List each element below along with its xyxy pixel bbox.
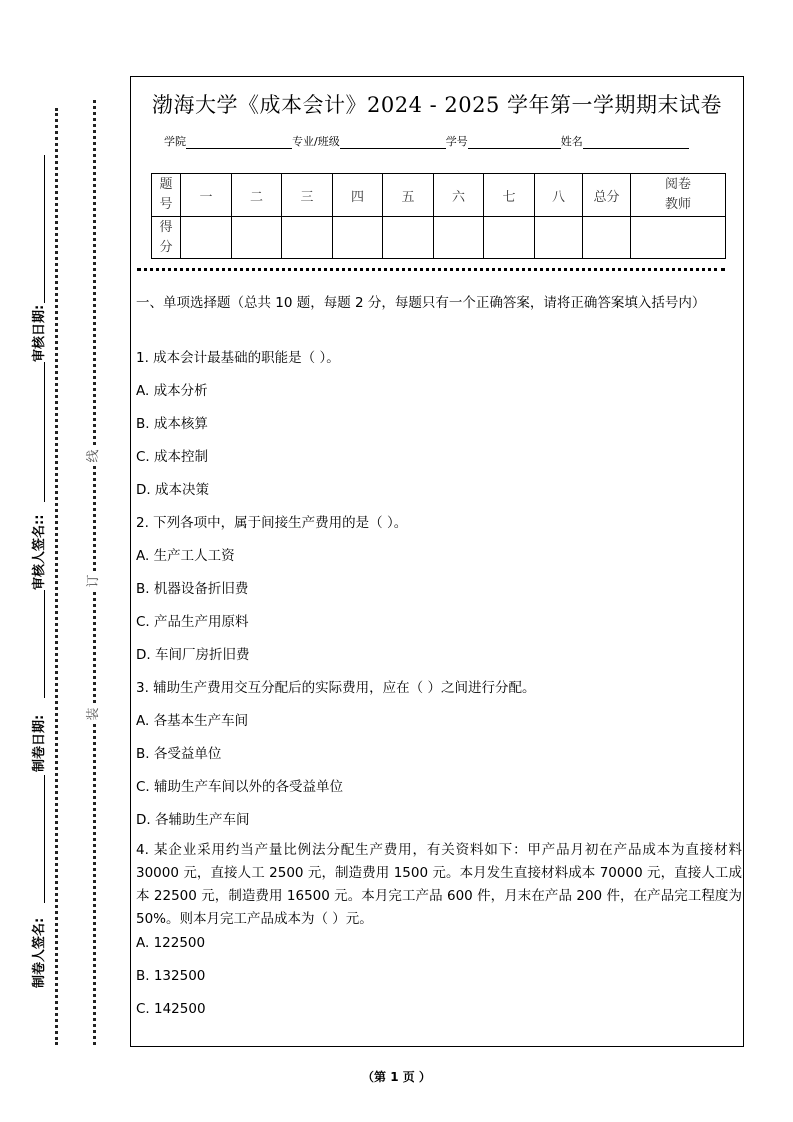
question-1-option-d: D. 成本决策 — [136, 482, 209, 498]
score-cell-1[interactable] — [181, 217, 232, 259]
major-class-label: 专业/班级 — [292, 135, 340, 148]
score-cell-8[interactable] — [535, 217, 583, 259]
major-class-field[interactable] — [340, 136, 446, 149]
question-3-option-d: D. 各辅助生产车间 — [136, 812, 250, 828]
question-4-option-c: C. 142500 — [136, 1001, 206, 1017]
score-cell-3[interactable] — [282, 217, 333, 259]
question-number-row — [152, 174, 726, 217]
dotted-separator — [137, 268, 725, 271]
question-3-stem: 3. 辅助生产费用交互分配后的实际费用，应在（ ）之间进行分配。 — [136, 680, 536, 696]
question-2-option-d: D. 车间厂房折旧费 — [136, 647, 250, 663]
cut-mark-ding: 订 — [86, 574, 101, 588]
question-4-stem: 4. 某企业采用约当产量比例法分配生产费用，有关资料如下：甲产品月初在产品成本为直接材料 30000 元，直接人工 2500 元，制造费用 1500 元。本月发生直接材料成本 70000 元，直接人工成本 22500 元，制造费用 16500 元。本月完工产品 600 件，月末在产品 200 件，在产品完工程度为 50%。则本月完工产品成本为（ ）元。 — [136, 842, 742, 927]
college-field[interactable] — [186, 136, 292, 149]
college-label: 学院 — [164, 135, 186, 148]
col-1: 一 — [181, 174, 232, 217]
binding-dotted-line-outer — [55, 108, 58, 1045]
preparer-signature-label: 制卷人签名: — [32, 917, 47, 988]
prep-date-line[interactable] — [44, 775, 45, 903]
score-cell-total[interactable] — [583, 217, 631, 259]
question-2-option-b: B. 机器设备折旧费 — [136, 581, 249, 597]
col-grader: 阅卷 教师 — [631, 174, 726, 217]
score-cell-2[interactable] — [232, 217, 282, 259]
student-id-label: 学号 — [445, 135, 468, 148]
col-3: 三 — [282, 174, 333, 217]
question-1-option-b: B. 成本核算 — [136, 416, 208, 432]
col-total: 总分 — [583, 174, 631, 217]
col-5: 五 — [383, 174, 434, 217]
col-4: 四 — [333, 174, 383, 217]
col-8: 八 — [535, 174, 583, 217]
exam-frame — [130, 76, 744, 1047]
score-cell-5[interactable] — [383, 217, 434, 259]
cut-mark-xian: 线 — [86, 449, 101, 463]
question-3-option-c: C. 辅助生产车间以外的各受益单位 — [136, 779, 344, 795]
question-2-option-c: C. 产品生产用原料 — [136, 614, 249, 630]
question-3-option-a: A. 各基本生产车间 — [136, 713, 249, 729]
question-1-option-c: C. 成本控制 — [136, 449, 209, 465]
section-heading: 一、单项选择题（总共 10 题，每题 2 分，每题只有一个正确答案，请将正确答案填入括号内） — [136, 295, 706, 311]
reviewer-signature-label: 审核人签名:: — [32, 514, 47, 590]
score-cell-6[interactable] — [434, 217, 484, 259]
score-header: 得 分 — [152, 217, 181, 259]
question-4-option-b: B. 132500 — [136, 968, 206, 984]
cut-mark-zhuang: 装 — [86, 707, 101, 721]
student-info-row — [164, 133, 689, 149]
page-number: （第 1 页 ） — [362, 1070, 431, 1084]
question-2-option-a: A. 生产工人工资 — [136, 548, 235, 564]
question-4-option-a: A. 122500 — [136, 935, 206, 951]
col-6: 六 — [434, 174, 484, 217]
question-3-option-b: B. 各受益单位 — [136, 746, 222, 762]
question-2-stem: 2. 下列各项中，属于间接生产费用的是（ ）。 — [136, 515, 408, 531]
question-1-stem: 1. 成本会计最基础的职能是（ ）。 — [136, 350, 340, 366]
prep-date-label: 制卷日期: — [32, 714, 47, 772]
score-cell-4[interactable] — [333, 217, 383, 259]
question-number-header: 题 号 — [152, 174, 181, 217]
col-7: 七 — [484, 174, 535, 217]
score-cell-7[interactable] — [484, 217, 535, 259]
score-cell-grader[interactable] — [631, 217, 726, 259]
prep-date-line-top — [44, 590, 45, 698]
review-date-line[interactable] — [44, 155, 45, 303]
exam-title: 渤海大学《成本会计》2024 - 2025 学年第一学期期末试卷 — [151, 93, 722, 117]
col-2: 二 — [232, 174, 282, 217]
score-table — [151, 173, 726, 259]
reviewer-signature-line[interactable] — [44, 362, 45, 502]
student-id-field[interactable] — [468, 136, 561, 149]
question-1-option-a: A. 成本分析 — [136, 383, 208, 399]
score-row — [152, 217, 726, 259]
name-field[interactable] — [583, 136, 689, 149]
review-date-label: 审核日期: — [32, 304, 47, 362]
name-label: 姓名 — [560, 135, 583, 148]
